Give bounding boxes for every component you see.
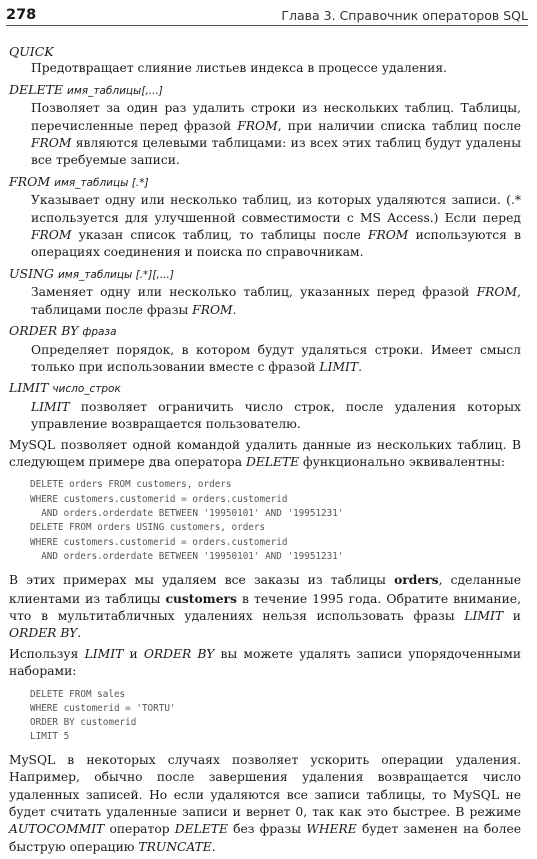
paragraph-example-explanation: В этих примерах мы удаляем все заказы из таблицы orders, сделанные клиентами из таблицы customers в течение 1995 года. Обратите внимание, что в мультитабличных удалениях нельзя использовать фразы LIMIT и ORDER BY. bbox=[9, 572, 522, 641]
chapter-title: Глава 3. Справочник операторов SQL bbox=[281, 8, 528, 23]
paragraph-multitable: MySQL позволяет одной командой удалить данные из нескольких таблиц. В следующем примере два оператора DELETE функционально эквивалентны: bbox=[9, 437, 521, 469]
definition-description: Указывает одну или несколько таблиц, из которых удаляются записи. (.* используется для улучшенной совместимости с MS Access.) Если перед FROM указан список таблиц, то таблицы после FROM используются в операциях соединения и поиска по справочникам. bbox=[31, 193, 521, 260]
term-keyword: DELETE bbox=[9, 81, 64, 97]
term-keyword: FROM bbox=[9, 173, 51, 189]
definition-term bbox=[9, 322, 521, 341]
paragraph-autocommit: MySQL в некоторых случаях позволяет ускорить операции удаления. Например, обычно после завершения удаления возвращается число удаленных записей. Но если удаляются все записи таблицы, то MySQL не будет считать удаленные записи и вернет 0, так как это быстрее. В режиме AUTOCOMMIT оператор DELETE без фразы WHERE будет заменен на более быструю операцию TRUNCATE. bbox=[9, 752, 521, 854]
code-example-1: DELETE orders FROM customers, orders WHERE customers.customerid = orders.customerid AND orders.orderdate BETWEEN '19950101' AND '19951231' DELETE FROM orders USING customers, orders WHERE customers.customerid = orders.customerid AND orders.orderdate BETWEEN '19950101' AND '19951231' bbox=[30, 479, 344, 562]
definition-term bbox=[9, 43, 521, 60]
page-header bbox=[6, 0, 528, 26]
definition-term bbox=[9, 81, 521, 100]
paragraph-limit-order: Используя LIMIT и ORDER BY вы можете удалять записи упорядоченными наборами: bbox=[9, 646, 522, 679]
definition-list bbox=[9, 43, 521, 434]
definition-description: Заменяет одну или несколько таблиц, указанных перед фразой FROM, таблицами после фразы FROM. bbox=[31, 285, 521, 317]
term-keyword: LIMIT bbox=[9, 380, 49, 396]
definition-term bbox=[9, 379, 521, 398]
term-keyword: QUICK bbox=[9, 44, 54, 59]
term-keyword: USING bbox=[9, 265, 54, 281]
definition-description: Определяет порядок, в котором будут удаляться строки. Имеет смысл только при использовании вместе с фразой LIMIT. bbox=[31, 342, 521, 374]
definition-description: LIMIT позволяет ограничить число строк, после удаления которых управление возвращается пользователю. bbox=[31, 399, 521, 432]
page-number: 278 bbox=[6, 7, 37, 23]
definition-term bbox=[9, 265, 521, 284]
term-parameter: имя_таблицы [.*] bbox=[54, 176, 149, 189]
term-parameter: имя_таблицы [.*][,...] bbox=[57, 268, 174, 281]
term-keyword: ORDER BY bbox=[9, 323, 79, 339]
term-parameter: число_строк bbox=[52, 383, 121, 396]
definition-term bbox=[9, 173, 521, 192]
code-example-2: DELETE FROM sales WHERE customerid = 'TORTU' ORDER BY customerid LIMIT 5 bbox=[30, 688, 176, 743]
term-parameter: фраза bbox=[82, 326, 117, 339]
definition-description: Предотвращает слияние листьев индекса в процессе удаления. bbox=[31, 61, 448, 76]
page-content bbox=[9, 41, 521, 859]
term-parameter: имя_таблицы[,...] bbox=[67, 84, 163, 97]
definition-description: Позволяет за один раз удалить строки из нескольких таблиц. Таблицы, перечисленные перед фразой FROM, при наличии списка таблиц после FROM являются целевыми таблицами: из всех этих таблиц будут удалены все требуемые записи. bbox=[31, 101, 522, 168]
